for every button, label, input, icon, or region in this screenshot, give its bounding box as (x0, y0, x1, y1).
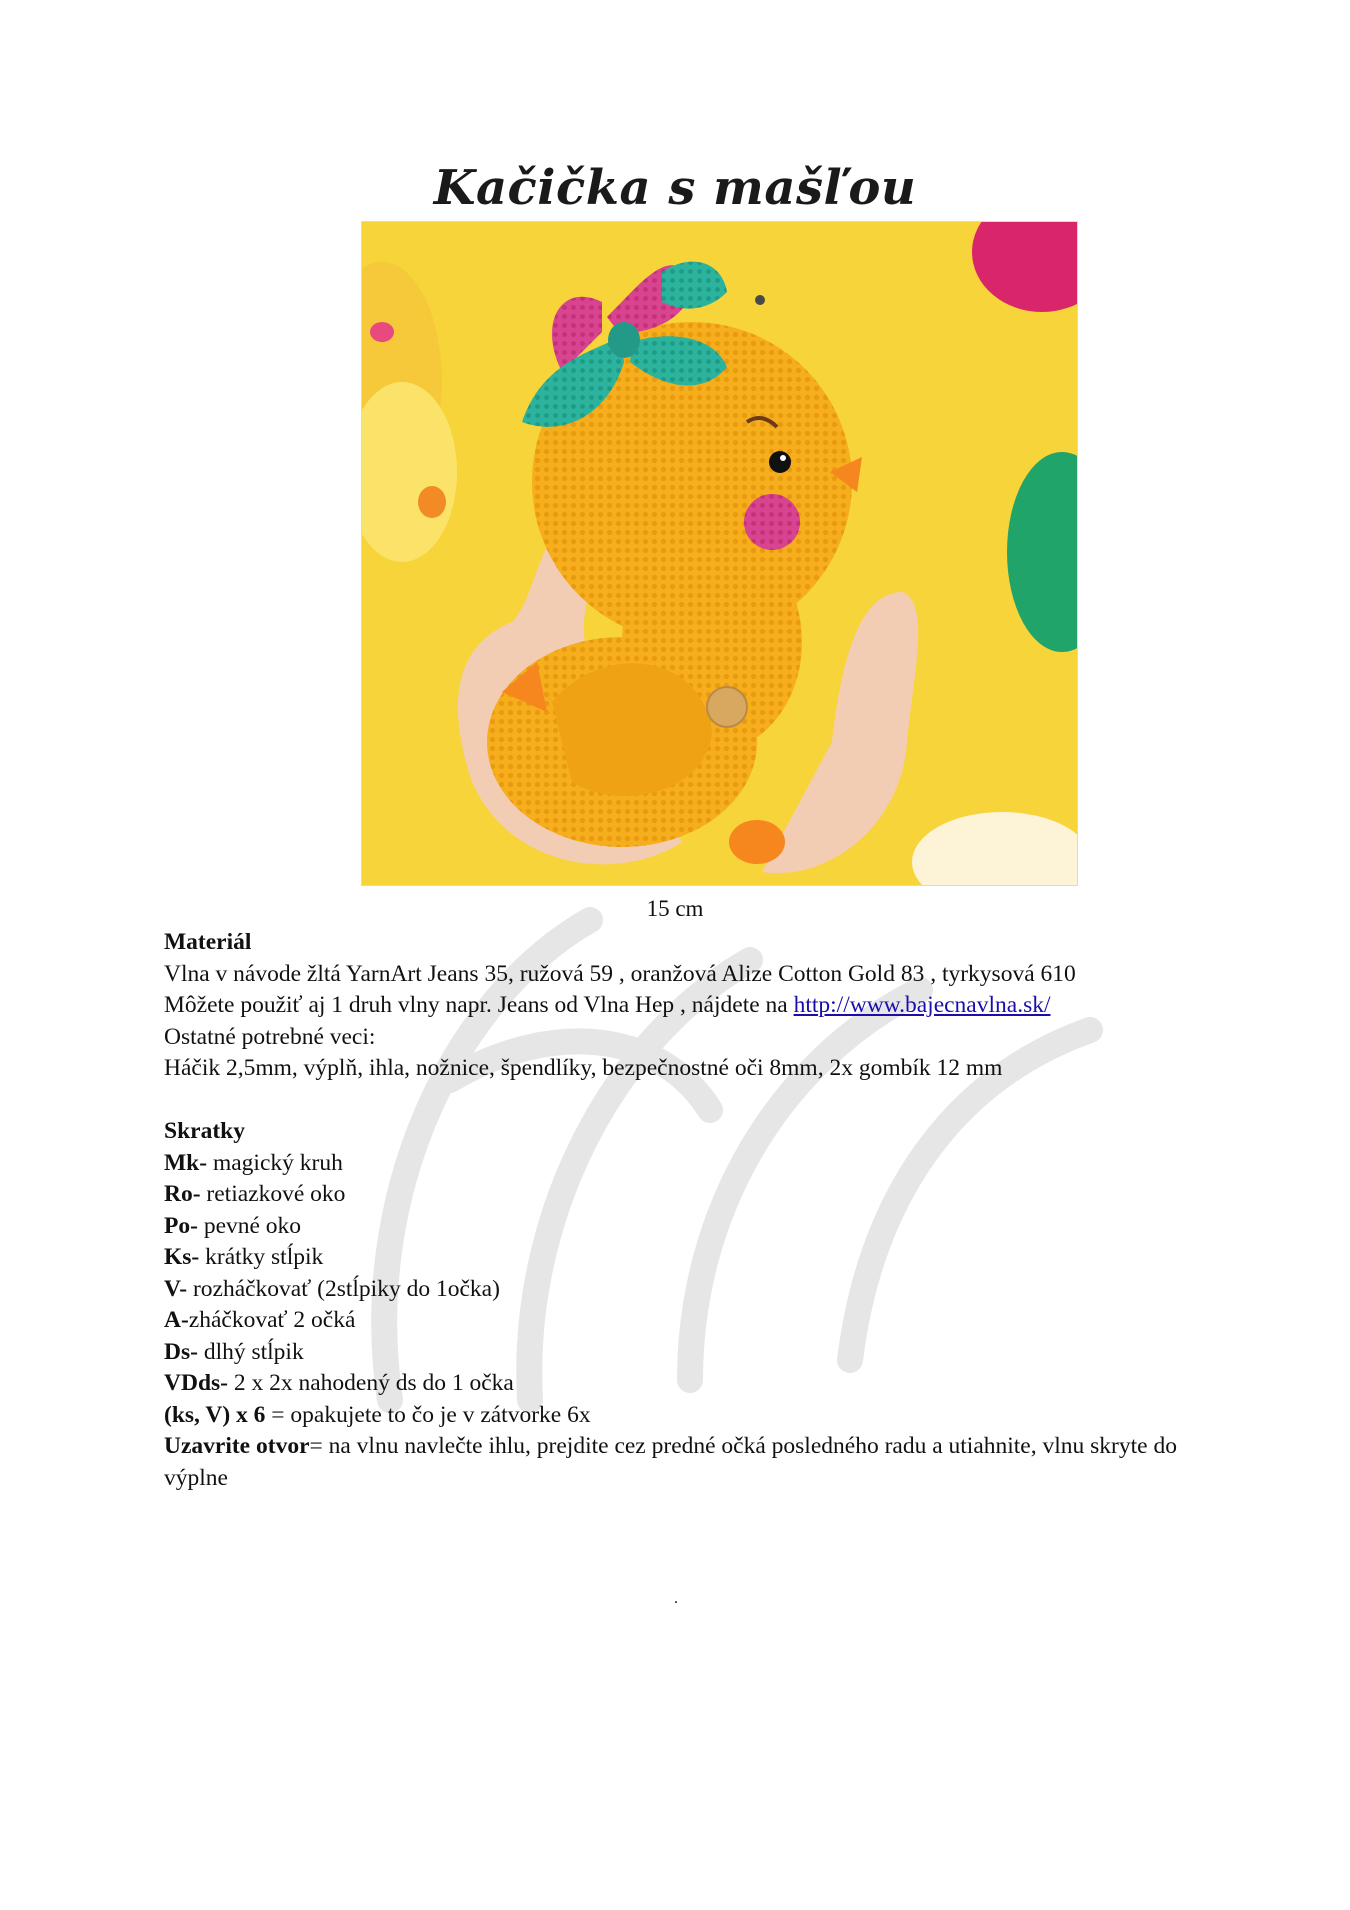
abbreviation-item (164, 1211, 1244, 1243)
abbreviation-term: Ro- (164, 1181, 201, 1207)
abbreviation-term: V- (164, 1275, 188, 1302)
tools-line: Háčik 2,5mm, výplň, ihla, nožnice, špendlíky, bezpečnostné oči 8mm, 2x gombík 12 mm (164, 1055, 1003, 1081)
footer-mark: . (674, 1590, 678, 1607)
abbreviation-term: Uzavrite otvor (164, 1433, 310, 1459)
abbreviation-term: Ds- (164, 1338, 198, 1365)
abbreviation-desc: dlhý stĺpik (197, 1338, 304, 1365)
abbreviation-item (164, 1179, 1244, 1211)
abbreviation-term: Mk- (164, 1149, 208, 1176)
abbreviation-term: A- (164, 1307, 189, 1333)
other-heading: Ostatné potrebné veci: (164, 1023, 376, 1050)
abbreviation-item (164, 1368, 1244, 1400)
abbreviation-desc: zháčkovať 2 očká (188, 1307, 356, 1333)
abbreviation-desc: pevné oko (197, 1212, 302, 1239)
abbreviation-term: VDds- (164, 1370, 228, 1396)
abbreviation-term: Po- (164, 1212, 198, 1239)
material-heading: Materiál (164, 929, 252, 955)
abbreviation-item (164, 1337, 1244, 1369)
abbreviation-desc: retiazkové oko (200, 1181, 346, 1207)
document-body (164, 927, 1244, 1494)
duck-photo (362, 222, 1077, 885)
abbreviation-term: Ks- (164, 1244, 200, 1270)
abbreviations-heading: Skratky (164, 1118, 245, 1144)
abbreviation-item (164, 1274, 1244, 1306)
shop-link[interactable]: http://www.bajecnavlna.sk/ (793, 992, 1051, 1018)
abbreviation-item (164, 1431, 1244, 1494)
abbreviation-desc: = opakujete to čo je v zátvorke 6x (265, 1401, 591, 1428)
abbreviation-desc: magický kruh (207, 1149, 343, 1176)
abbreviation-desc: rozháčkovať (2stĺpiky do 1očka) (187, 1275, 500, 1302)
abbreviation-item (164, 1148, 1244, 1180)
page-title: Kačička s mašľou (433, 160, 917, 216)
abbreviation-desc: krátky stĺpik (199, 1244, 324, 1270)
alt-yarn-text: Môžete použiť aj 1 druh vlny napr. Jeans od Vlna Hep , nájdete na (164, 992, 794, 1018)
abbreviation-item (164, 1242, 1244, 1274)
abbreviation-term: (ks, V) x 6 (164, 1401, 266, 1428)
alt-yarn-line (164, 990, 1244, 1022)
abbreviation-desc: 2 x 2x nahodený ds do 1 očka (227, 1370, 514, 1396)
photo-caption: 15 cm (646, 896, 704, 921)
abbreviation-desc: = na vlnu navlečte ihlu, prejdite cez predné očká posledného radu a utiahnite, vlnu skryte do výplne (164, 1433, 1177, 1491)
yarn-line: Vlna v návode žltá YarnArt Jeans 35, ružová 59 , oranžová Alize Cotton Gold 83 , tyrkysová 610 (164, 960, 1076, 987)
abbreviation-item (164, 1305, 1244, 1337)
abbreviation-item (164, 1400, 1244, 1432)
